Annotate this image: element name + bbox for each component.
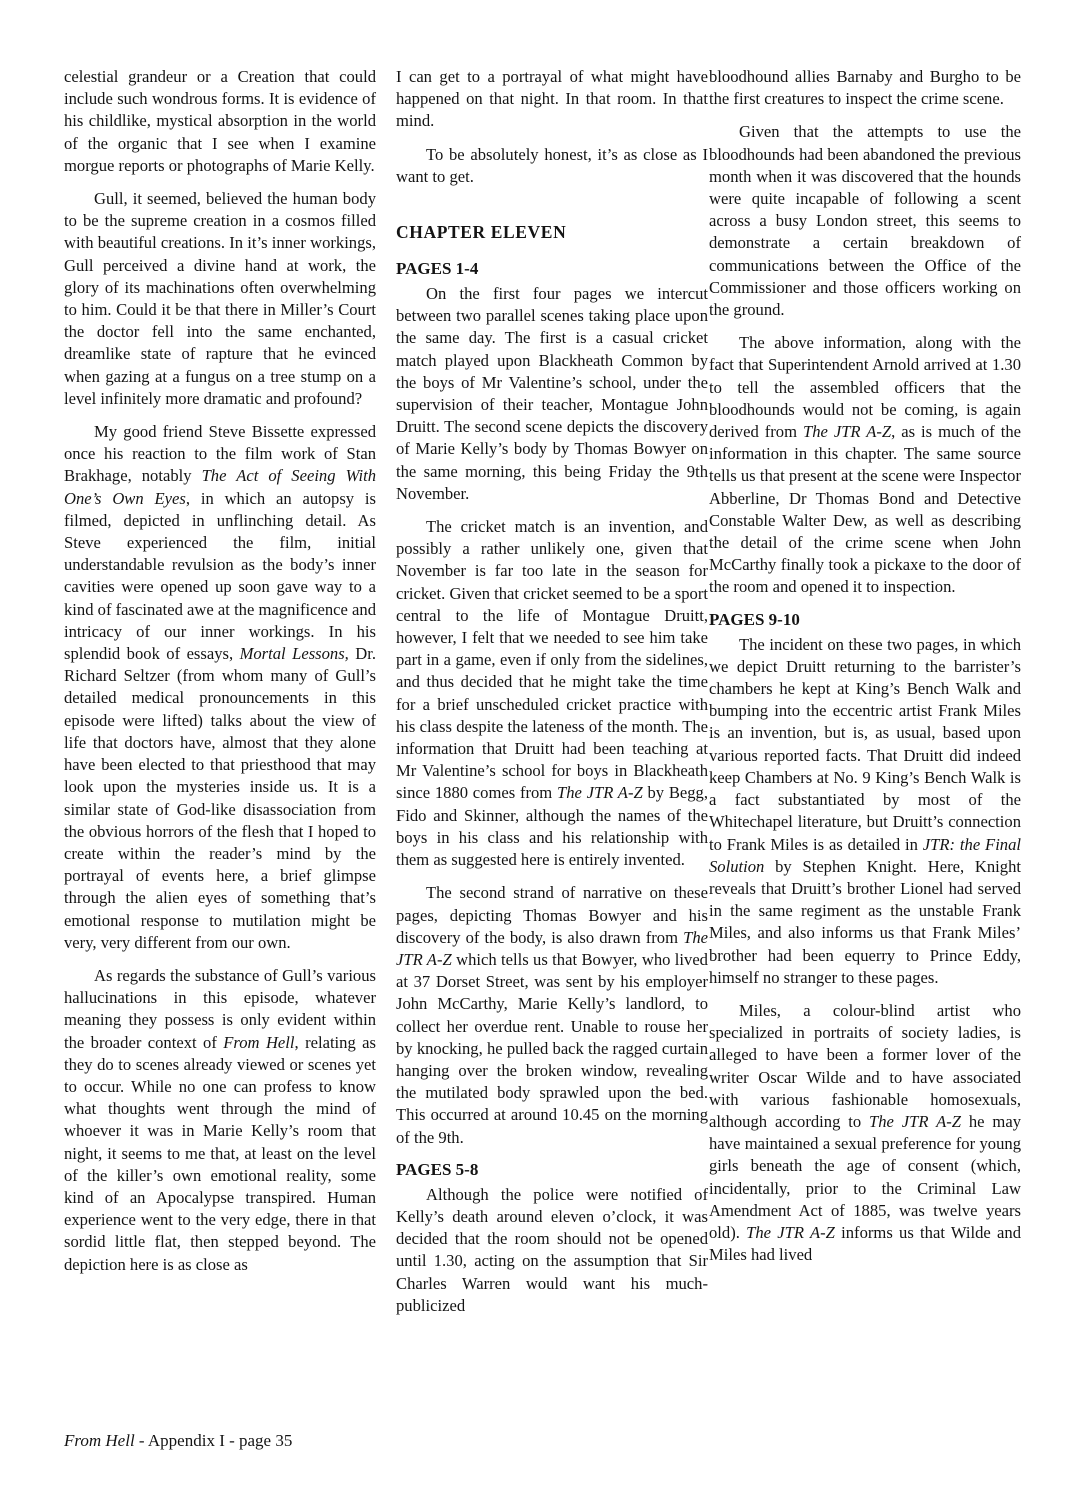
book-title: The JTR A-Z: [396, 927, 708, 969]
section-heading: PAGES 9-10: [709, 609, 800, 629]
paragraph: To be absolutely honest, it’s as close as I want to get.: [396, 144, 708, 186]
paragraph: The second strand of narrative on these pages, depicting Thomas Bowyer and his discovery of the body, is also drawn from The JTR A-Z which tells us that Bowyer, who lived at 37 Dorset Street, was sent by his employer John McCarthy, Marie Kelly’s landlord, to collect her overdue rent. Unable to rouse her by knocking, he pulled back the ragged curtain hanging over the broken window, revealing the mutilated body sprawled upon the bed. This occurred at around 10.45 on the morning of the 9th.: [396, 883, 708, 1147]
book-title: The JTR A-Z: [556, 783, 643, 803]
section-heading: PAGES 1-4: [396, 259, 479, 279]
paragraph: I can get to a portrayal of what might have happened on that night. In that room. In that mind.: [396, 67, 708, 131]
paragraph: The above information, along with the fact that Superintendent Arnold arrived at 1.30 to tell the assembled officers that the bloodhounds would not be coming, is again derived from The JTR A-Z, as is much of the information in this chapter. The same source tells us that present at the scene were Inspector Abberline, Dr Thomas Bond and Detective Constable Walter Dew, as well as describing the detail of the crime scene when John McCarthy finally took a pickaxe to the door of the room and opened it to inspection.: [709, 333, 1022, 597]
text-column-2: [396, 66, 708, 1328]
text-column-1: [64, 66, 376, 1287]
book-title: JTR: the Final Solution: [709, 834, 1022, 876]
paragraph: The incident on these two pages, in which we depict Druitt returning to the barrister’s chambers he kept at King’s Bench Walk and bumping into the eccentric artist Frank Miles is an invention, but is, as usual, based upon various reported facts. That Druitt did indeed keep Chambers at No. 9 King’s Bench Walk is a fact substantiated by most of the Whitechapel literature, but Druitt’s connection to Frank Miles is as detailed in JTR: the Final Solution by Stephen Knight. Here, Knight reveals that Druitt’s brother Lionel had served in the same regiment as the unstable Frank Miles, and also informs us that Frank Miles’ brother had been equerry to Prince Eddy, himself no stranger to these pages.: [709, 634, 1022, 987]
book-title: The JTR A-Z: [746, 1222, 835, 1242]
paragraph: Miles, a colour-blind artist who specialized in portraits of society ladies, is alleged to have been a former lover of the writer Oscar Wilde and to have associated with various fashionable homosexuals, although according to The JTR A-Z he may have maintained a sexual preference for young girls beneath the age of consent (which, incidentally, prior to the Criminal Law Amendment Act of 1885, was twelve years old). The JTR A-Z informs us that Wilde and Miles had lived: [709, 1000, 1021, 1265]
text-column-3: [709, 66, 1021, 1277]
paragraph: celestial grandeur or a Creation that could include such wondrous forms. It is evidence of his childlike, mystical absorption in the world of the organic that I see when I examine morgue reports or photographs of Marie Kelly.: [64, 67, 376, 175]
book-title: From Hell: [223, 1032, 295, 1052]
page-footer: [64, 1431, 292, 1451]
paragraph: bloodhound allies Barnaby and Burgho to be the first creatures to inspect the crime scene.: [709, 67, 1021, 109]
chapter-heading: CHAPTER ELEVEN: [396, 222, 567, 243]
paragraph: My good friend Steve Bissette expressed once his reaction to the film work of Stan Brakhage, notably The Act of Seeing With One’s Own Eyes, in which an autopsy is filmed, depicted in unflinching detail. As Steve experienced the film, initial understandable revulsion as the body’s inner cavities were opened up soon gave way to a kind of fascinated awe at the magnificence and intricacy of our inner workings. In his splendid book of essays, Mortal Lessons, Dr. Richard Seltzer (from whom many of Gull’s detailed medical pronouncements in this episode were lifted) talks about the view of life that doctors have, almost that they alone have been elected to that priesthood that may look upon the mysteries inside us. It is a similar state of God-like disassociation from the obvious horrors of the flesh that I hoped to create within the reader’s mind by the portrayal of events here, a brief glimpse through the alien eyes of something that’s emotional response to mutilation might be very, very different from our own.: [64, 422, 376, 952]
section-heading: PAGES 5-8: [396, 1159, 479, 1179]
paragraph: Although the police were notified of Kelly’s death around eleven o’clock, it was decided that the room should not be opened until 1.30, acting on the assumption that Sir Charles Warren would want his much-publicized: [396, 1184, 708, 1315]
book-title: Mortal Lessons,: [239, 644, 349, 664]
film-title: The Act of Seeing With One’s Own Eyes: [64, 466, 376, 508]
paragraph: As regards the substance of Gull’s various hallucinations in this episode, whatever meaning they possess is only evident within the broader context of From Hell, relating as they do to scenes already viewed or scenes yet to occur. While no one can profess to know what thoughts went through the mind of whoever it was in Marie Kelly’s room that night, it seems to me that, at least on the level of the killer’s own emotional reality, some kind of an Apocalypse transpired. Human experience went to the very edge, there in that sordid little flat, then stepped beyond. The depiction here is as close as: [64, 965, 376, 1274]
footer-title: From Hell: [64, 1431, 135, 1450]
book-title: The JTR A-Z: [869, 1111, 961, 1131]
paragraph: The cricket match is an invention, and possibly a rather unlikely one, given that November is far too late in the season for cricket. Given that cricket seemed to be a sport central to the life of Montague Druitt, however, I felt that we needed to see him take part in a game, even if only from the sidelines, and thus decided that he might take the time for a brief unscheduled cricket practice with his class despite the lateness of the month. The information that Druitt had been teaching at Mr Valentine’s school for boys in Blackheath since 1880 comes from The JTR A-Z by Begg, Fido and Skinner, although the names of the boys in his class and his relationship with them as suggested here is entirely invented.: [396, 517, 708, 870]
paragraph: Gull, it seemed, believed the human body to be the supreme creation in a cosmos filled with beautiful creations. In it’s inner workings, Gull perceived a divine hand at work, the glory of its machinations often overwhelming to him. Could it be that there in Miller’s Court the doctor fell into the same enchanted, dreamlike state of rapture that he evinced when gazing at a fungus on a tree stump on a level infinitely more dramatic and profound?: [64, 189, 376, 408]
book-title: The JTR A-Z: [802, 422, 892, 442]
footer-page-label: - Appendix I - page 35: [134, 1431, 293, 1450]
paragraph: On the first four pages we intercut between two parallel scenes taking place upon the same day. The first is a casual cricket match played upon Blackheath Common by the boys of Mr Valentine’s school, under the supervision of their teacher, Montague John Druitt. The second scene depicts the discovery of Marie Kelly’s body by Thomas Bowyer on the same morning, this being Friday the 9th November.: [396, 284, 708, 503]
paragraph: Given that the attempts to use the bloodhounds had been abandoned the previous month when it was discovered that the hounds were quite incapable of following a scent across a busy London street, this seems to demonstrate a certain breakdown of communications between the Office of the Commissioner and those officers working on the ground.: [709, 122, 1021, 320]
